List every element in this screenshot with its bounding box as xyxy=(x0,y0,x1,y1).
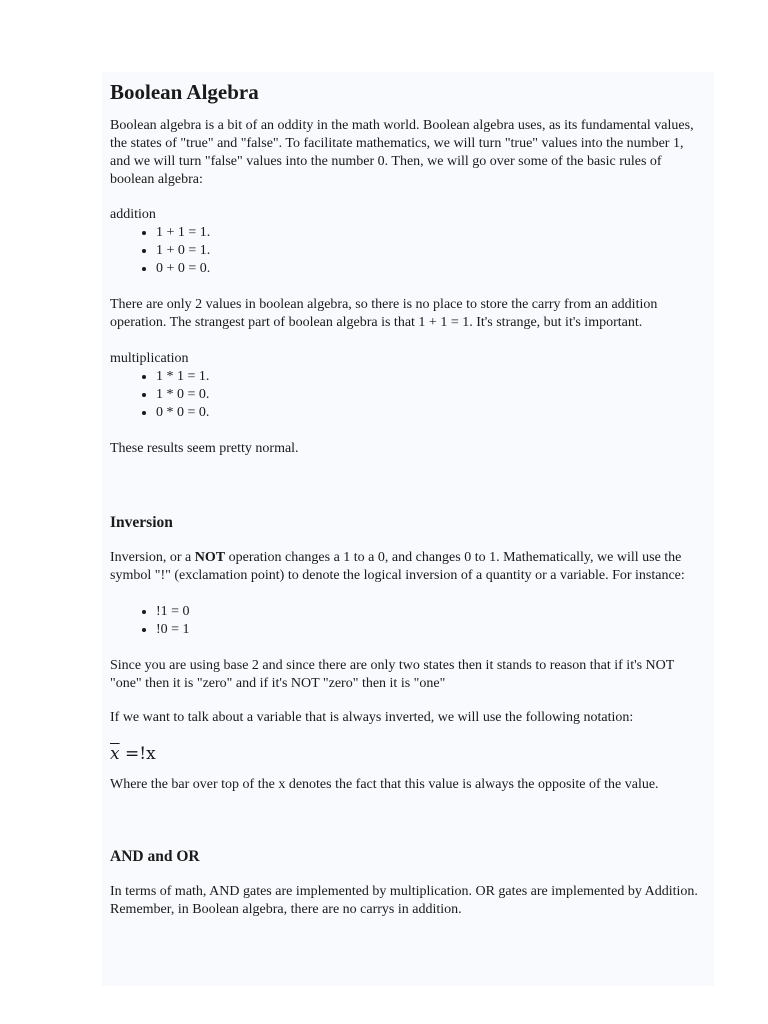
list-item: • !0 = 1 xyxy=(156,621,706,639)
multiplication-note: These results seem pretty normal. xyxy=(110,441,299,456)
multiplication-list xyxy=(110,368,706,422)
addition-list xyxy=(110,224,706,278)
list-item: • 1 + 1 = 1. xyxy=(156,224,706,242)
formula-rhs: =!x xyxy=(119,744,156,764)
list-item: • 0 + 0 = 0. xyxy=(156,260,706,278)
not-keyword: NOT xyxy=(194,550,226,565)
intro-paragraph: Boolean algebra is a bit of an oddity in the math world. Boolean algebra uses, as its fundamental values, the states of "true" and "false". To facilitate mathematics, we will turn "true" values into the number 1, and we will turn "false" values into the number 0. Then, we will go over some of the basic rules of boolean algebra: xyxy=(110,118,694,187)
addition-label: addition xyxy=(110,207,156,222)
formula-x-bar: $\overline{x}$ xyxy=(110,744,120,764)
page-title: Boolean Algebra xyxy=(110,80,259,104)
notation-intro: If we want to talk about a variable that is always inverted, we will use the following notation: xyxy=(110,710,634,725)
and-or-heading: AND and OR xyxy=(110,848,200,865)
document-page xyxy=(102,72,714,986)
inversion-list xyxy=(110,603,706,639)
formula-note: Where the bar over top of the x denotes the fact that this value is always the opposite of the value. xyxy=(110,777,659,792)
document-content xyxy=(102,78,714,919)
inversion-text-end: operation changes a 1 to a 0, and changes 0 to 1. Mathematically, we will use the symbol "!" (exclamation point) to denote the logical inversion of a quantity or a variable. For instance: xyxy=(110,550,685,583)
inversion-reason: Since you are using base 2 and since there are only two states then it stands to reason that if it's NOT "one" then it is "zero" and if it's NOT "zero" then it is "one" xyxy=(110,658,675,691)
inversion-text-start: Inversion, or a xyxy=(110,550,192,565)
list-item: • 1 * 0 = 0. xyxy=(156,386,706,404)
inversion-formula xyxy=(110,743,706,765)
list-item: • 1 + 0 = 1. xyxy=(156,242,706,260)
inversion-paragraph xyxy=(110,549,706,585)
list-item: • !1 = 0 xyxy=(156,603,706,621)
list-item: • 0 * 0 = 0. xyxy=(156,404,706,422)
list-item: • 1 * 1 = 1. xyxy=(156,368,706,386)
inversion-heading: Inversion xyxy=(110,514,173,531)
multiplication-label: multiplication xyxy=(110,351,189,366)
addition-note: There are only 2 values in boolean algebra, so there is no place to store the carry from an addition operation. The strangest part of boolean algebra is that 1 + 1 = 1. It's strange, but it's important. xyxy=(110,297,658,330)
and-or-paragraph: In terms of math, AND gates are implemented by multiplication. OR gates are implemented by Addition. Remember, in Boolean algebra, there are no carrys in addition. xyxy=(110,884,698,917)
